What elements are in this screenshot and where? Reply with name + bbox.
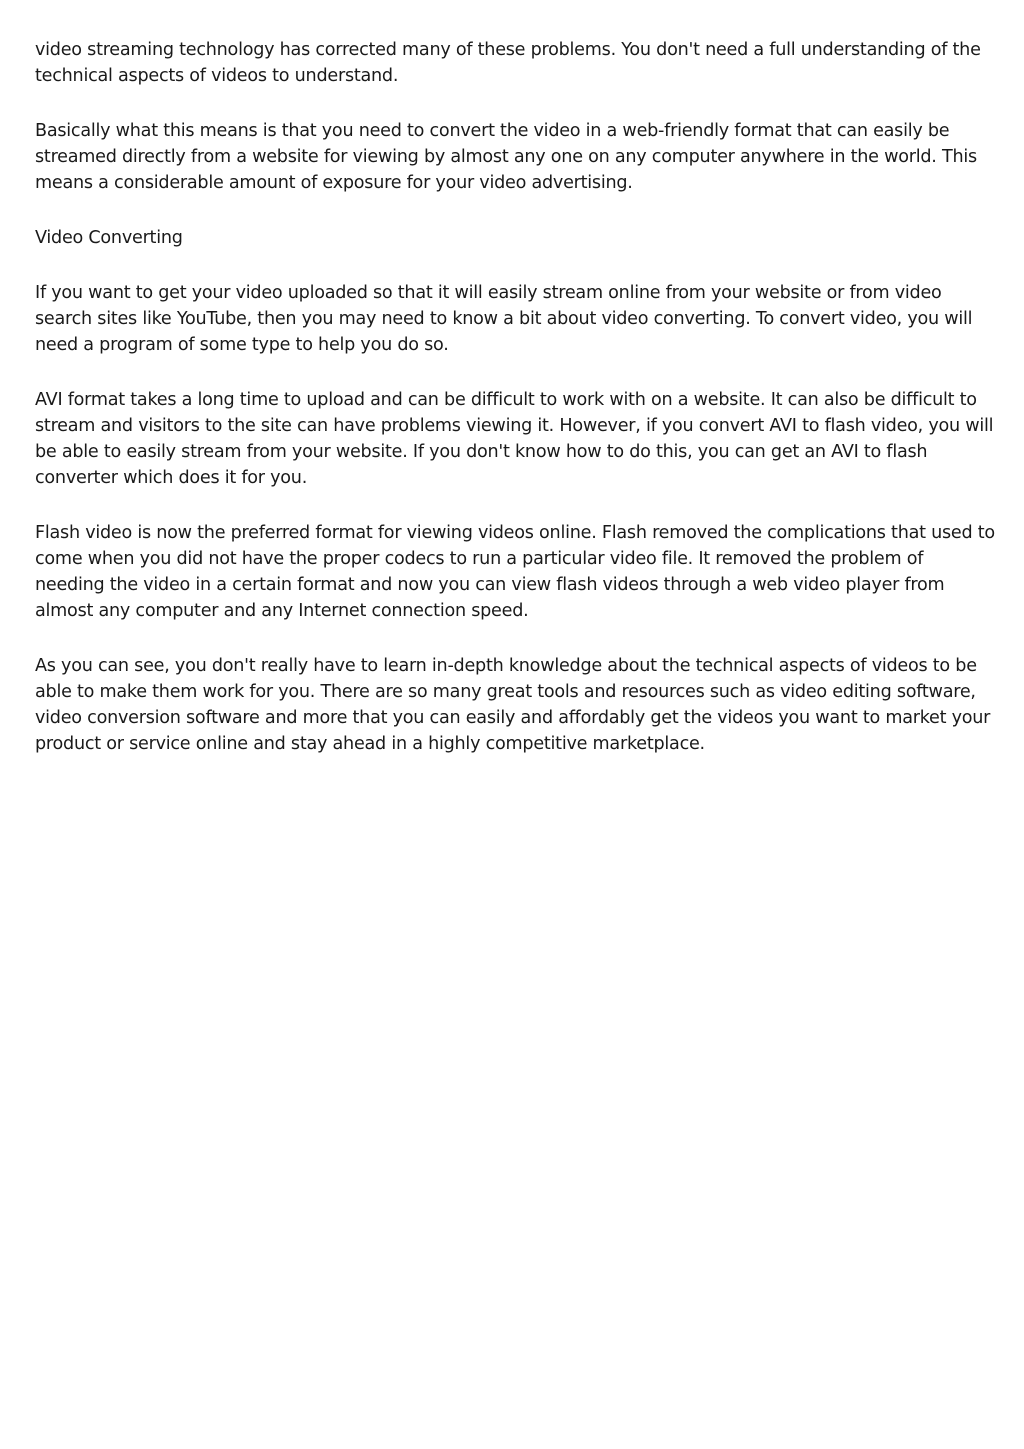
paragraph-conclusion: As you can see, you don't really have to learn in-depth knowledge about the technical aspects of videos to be able to make them work for you. There are so many great tools and resources such as video editing software, video conversion software and more that you can easily and affordably get the videos you want to market your product or service online and stay ahead in a highly competitive marketplace. [35, 656, 991, 754]
paragraph-video-upload: If you want to get your video uploaded so that it will easily stream online from your website or from video search sites like YouTube, then you may need to know a bit about video converting. To convert video, you will need a program of some type to help you do so. [35, 283, 973, 355]
section-heading-video-converting: Video Converting [35, 228, 183, 248]
document-page [35, 37, 995, 786]
paragraph-avi-format: AVI format takes a long time to upload and can be difficult to work with on a website. It can also be difficult to stream and visitors to the site can have problems viewing it. However, if you convert AVI to flash video, you will be able to easily stream from your website. If you don't know how to do this, you can get an AVI to flash converter which does it for you. [35, 390, 994, 488]
paragraph-intro: video streaming technology has corrected many of these problems. You don't need a full understanding of the technical aspects of videos to understand. [35, 40, 981, 86]
paragraph-web-friendly-format: Basically what this means is that you need to convert the video in a web-friendly format that can easily be streamed directly from a website for viewing by almost any one on any computer anywhere in the world. This means a considerable amount of exposure for your video advertising. [35, 121, 977, 193]
paragraph-flash-video: Flash video is now the preferred format for viewing videos online. Flash removed the complications that used to come when you did not have the proper codecs to run a particular video file. It removed the problem of needing the video in a certain format and now you can view flash videos through a web video player from almost any computer and any Internet connection speed. [35, 523, 995, 621]
